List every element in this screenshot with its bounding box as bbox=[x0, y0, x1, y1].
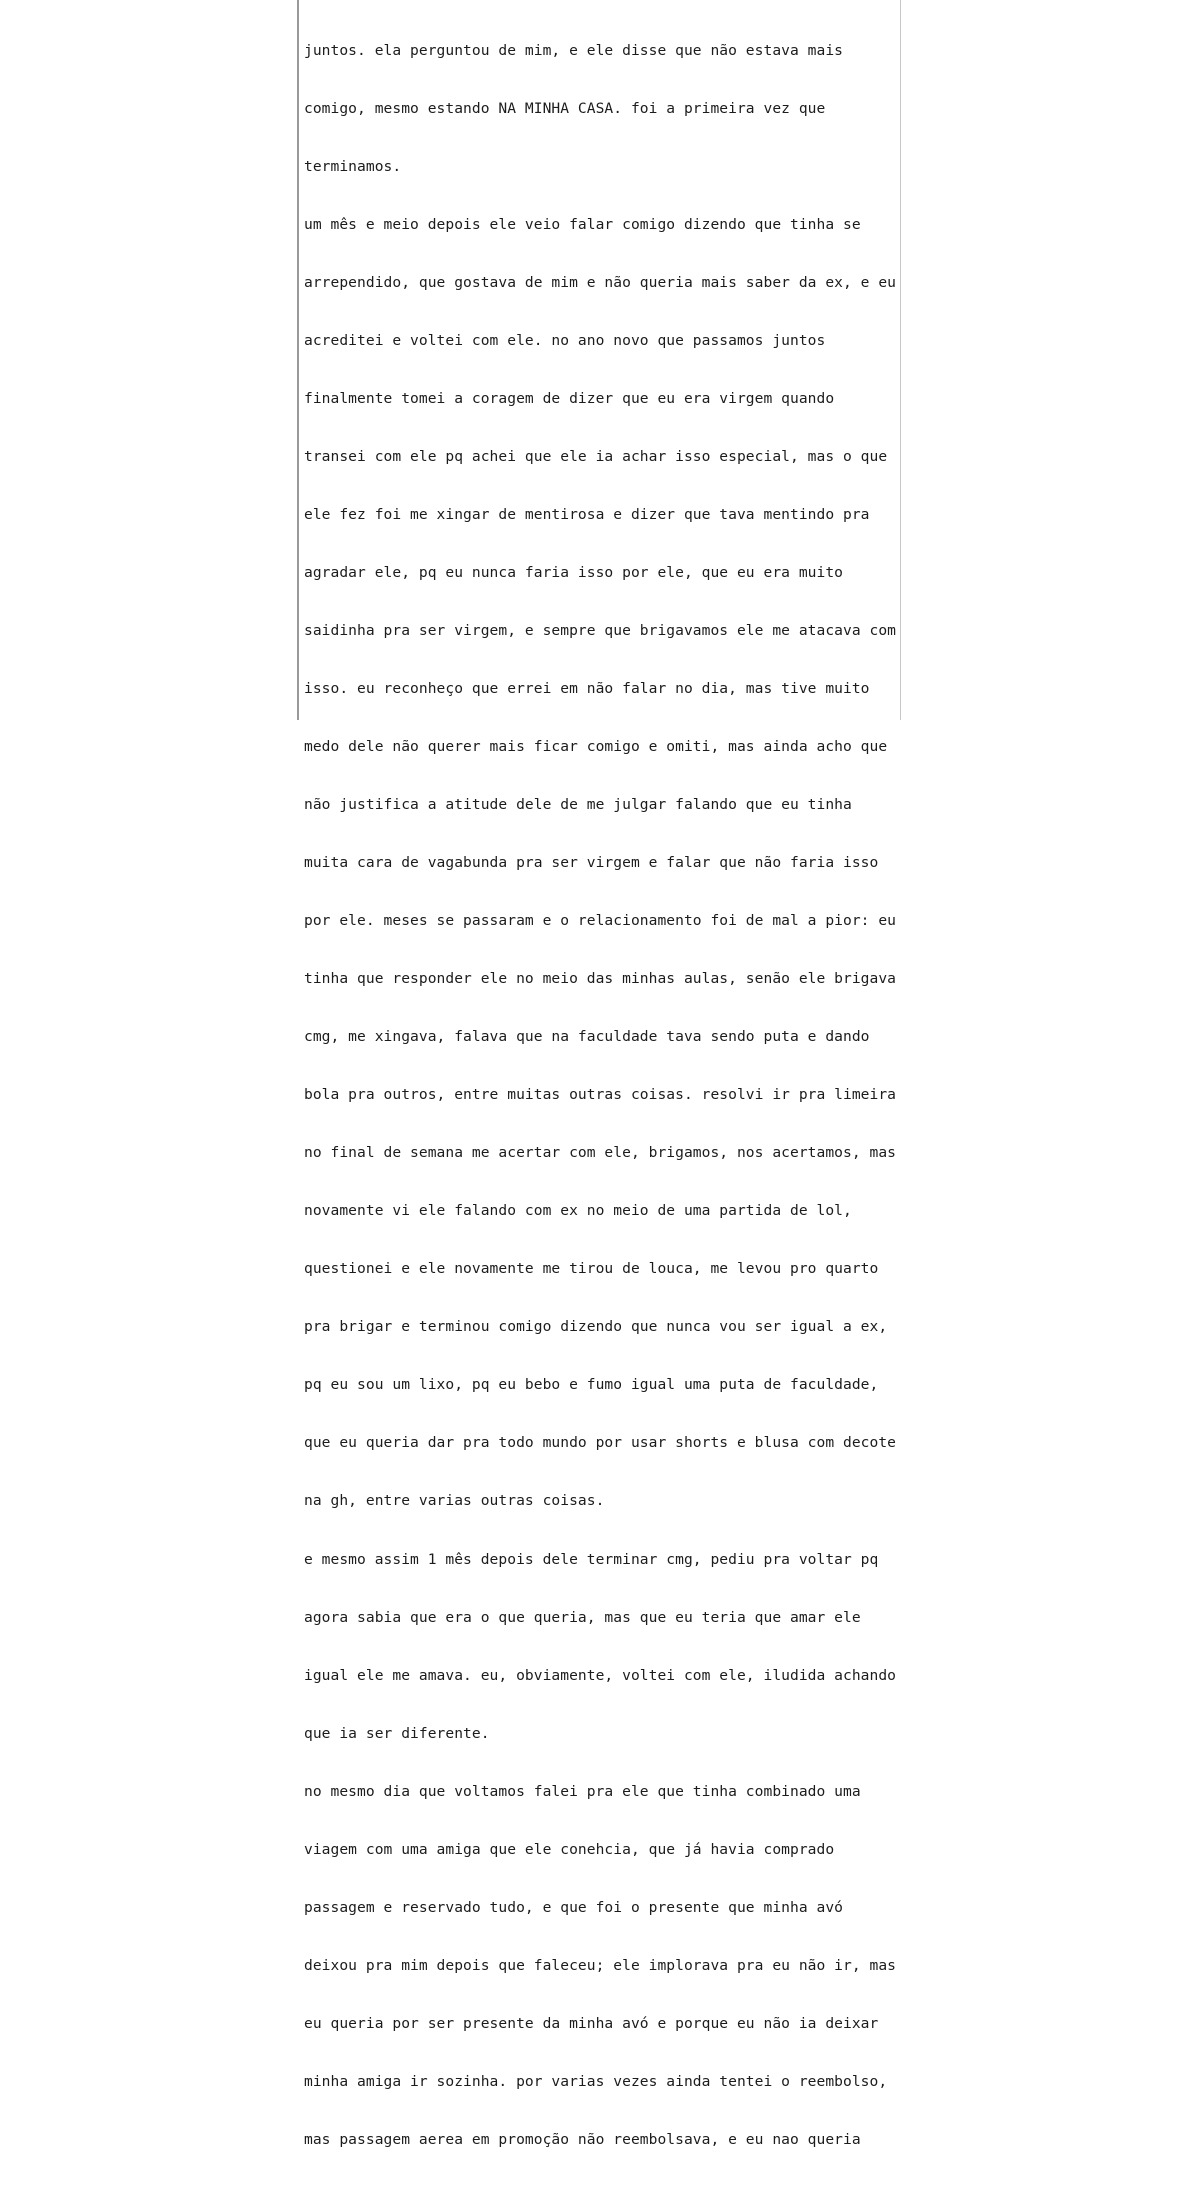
text-line: questionei e ele novamente me tirou de louca, me levou pro quarto bbox=[304, 1260, 879, 1278]
text-line: cmg, me xingava, falava que na faculdade tava sendo puta e dando bbox=[304, 1028, 870, 1046]
text-line: passagem e reservado tudo, e que foi o presente que minha avó bbox=[304, 1898, 844, 1916]
text-line: na gh, entre varias outras coisas. bbox=[304, 1492, 605, 1510]
text-line: muita cara de vagabunda pra ser virgem e falar que não faria isso bbox=[304, 854, 879, 872]
text-line: arrependido, que gostava de mim e não queria mais saber da ex, e eu bbox=[304, 273, 897, 291]
text-line: igual ele me amava. eu, obviamente, voltei com ele, iludida achando bbox=[304, 1666, 897, 1684]
text-document bbox=[297, 0, 901, 2148]
text-line: novamente vi ele falando com ex no meio de uma partida de lol, bbox=[304, 1202, 852, 1220]
text-line: no final de semana me acertar com ele, brigamos, nos acertamos, mas bbox=[304, 1144, 897, 1162]
text-line: isso. eu reconheço que errei em não falar no dia, mas tive muito bbox=[304, 680, 870, 698]
text-line: eu queria por ser presente da minha avó e porque eu não ia deixar bbox=[304, 2014, 879, 2032]
text-line: transei com ele pq achei que ele ia achar isso especial, mas o que bbox=[304, 447, 888, 465]
text-line: pra brigar e terminou comigo dizendo que nunca vou ser igual a ex, bbox=[304, 1318, 888, 1336]
text-line: ele fez foi me xingar de mentirosa e dizer que tava mentindo pra bbox=[304, 505, 870, 523]
text-line: acreditei e voltei com ele. no ano novo que passamos juntos bbox=[304, 331, 826, 349]
text-line: comigo, mesmo estando NA MINHA CASA. foi a primeira vez que bbox=[304, 99, 826, 117]
text-line: viagem com uma amiga que ele conehcia, que já havia comprado bbox=[304, 1840, 835, 1858]
document-body bbox=[299, 0, 900, 2188]
text-line: por ele. meses se passaram e o relacionamento foi de mal a pior: eu bbox=[304, 912, 897, 930]
text-line: terminamos. bbox=[304, 157, 402, 175]
text-line: juntos. ela perguntou de mim, e ele disse que não estava mais bbox=[304, 41, 844, 59]
text-line: minha amiga ir sozinha. por varias vezes ainda tentei o reembolso, bbox=[304, 2072, 888, 2090]
text-line: deixou pra mim depois que faleceu; ele implorava pra eu não ir, mas bbox=[304, 1956, 897, 1974]
text-line: que eu queria dar pra todo mundo por usar shorts e blusa com decote bbox=[304, 1434, 897, 1452]
text-line: não justifica a atitude dele de me julgar falando que eu tinha bbox=[304, 796, 852, 814]
text-line: um mês e meio depois ele veio falar comigo dizendo que tinha se bbox=[304, 215, 861, 233]
text-line: mas passagem aerea em promoção não reembolsava, e eu nao queria bbox=[304, 2130, 861, 2148]
text-line: pq eu sou um lixo, pq eu bebo e fumo igual uma puta de faculdade, bbox=[304, 1376, 879, 1394]
text-line: saidinha pra ser virgem, e sempre que brigavamos ele me atacava com bbox=[304, 622, 897, 639]
text-line: medo dele não querer mais ficar comigo e omiti, mas ainda acho que bbox=[304, 738, 888, 756]
text-line: agradar ele, pq eu nunca faria isso por ele, que eu era muito bbox=[304, 563, 844, 581]
text-line: tinha que responder ele no meio das minhas aulas, senão ele brigava bbox=[304, 970, 897, 988]
text-line: no mesmo dia que voltamos falei pra ele que tinha combinado uma bbox=[304, 1782, 861, 1800]
text-line: que ia ser diferente. bbox=[304, 1724, 490, 1742]
text-line: finalmente tomei a coragem de dizer que eu era virgem quando bbox=[304, 389, 835, 407]
text-line: bola pra outros, entre muitas outras coisas. resolvi ir pra limeira bbox=[304, 1086, 897, 1104]
text-line: agora sabia que era o que queria, mas que eu teria que amar ele bbox=[304, 1608, 861, 1626]
text-line: e mesmo assim 1 mês depois dele terminar cmg, pediu pra voltar pq bbox=[304, 1550, 879, 1568]
